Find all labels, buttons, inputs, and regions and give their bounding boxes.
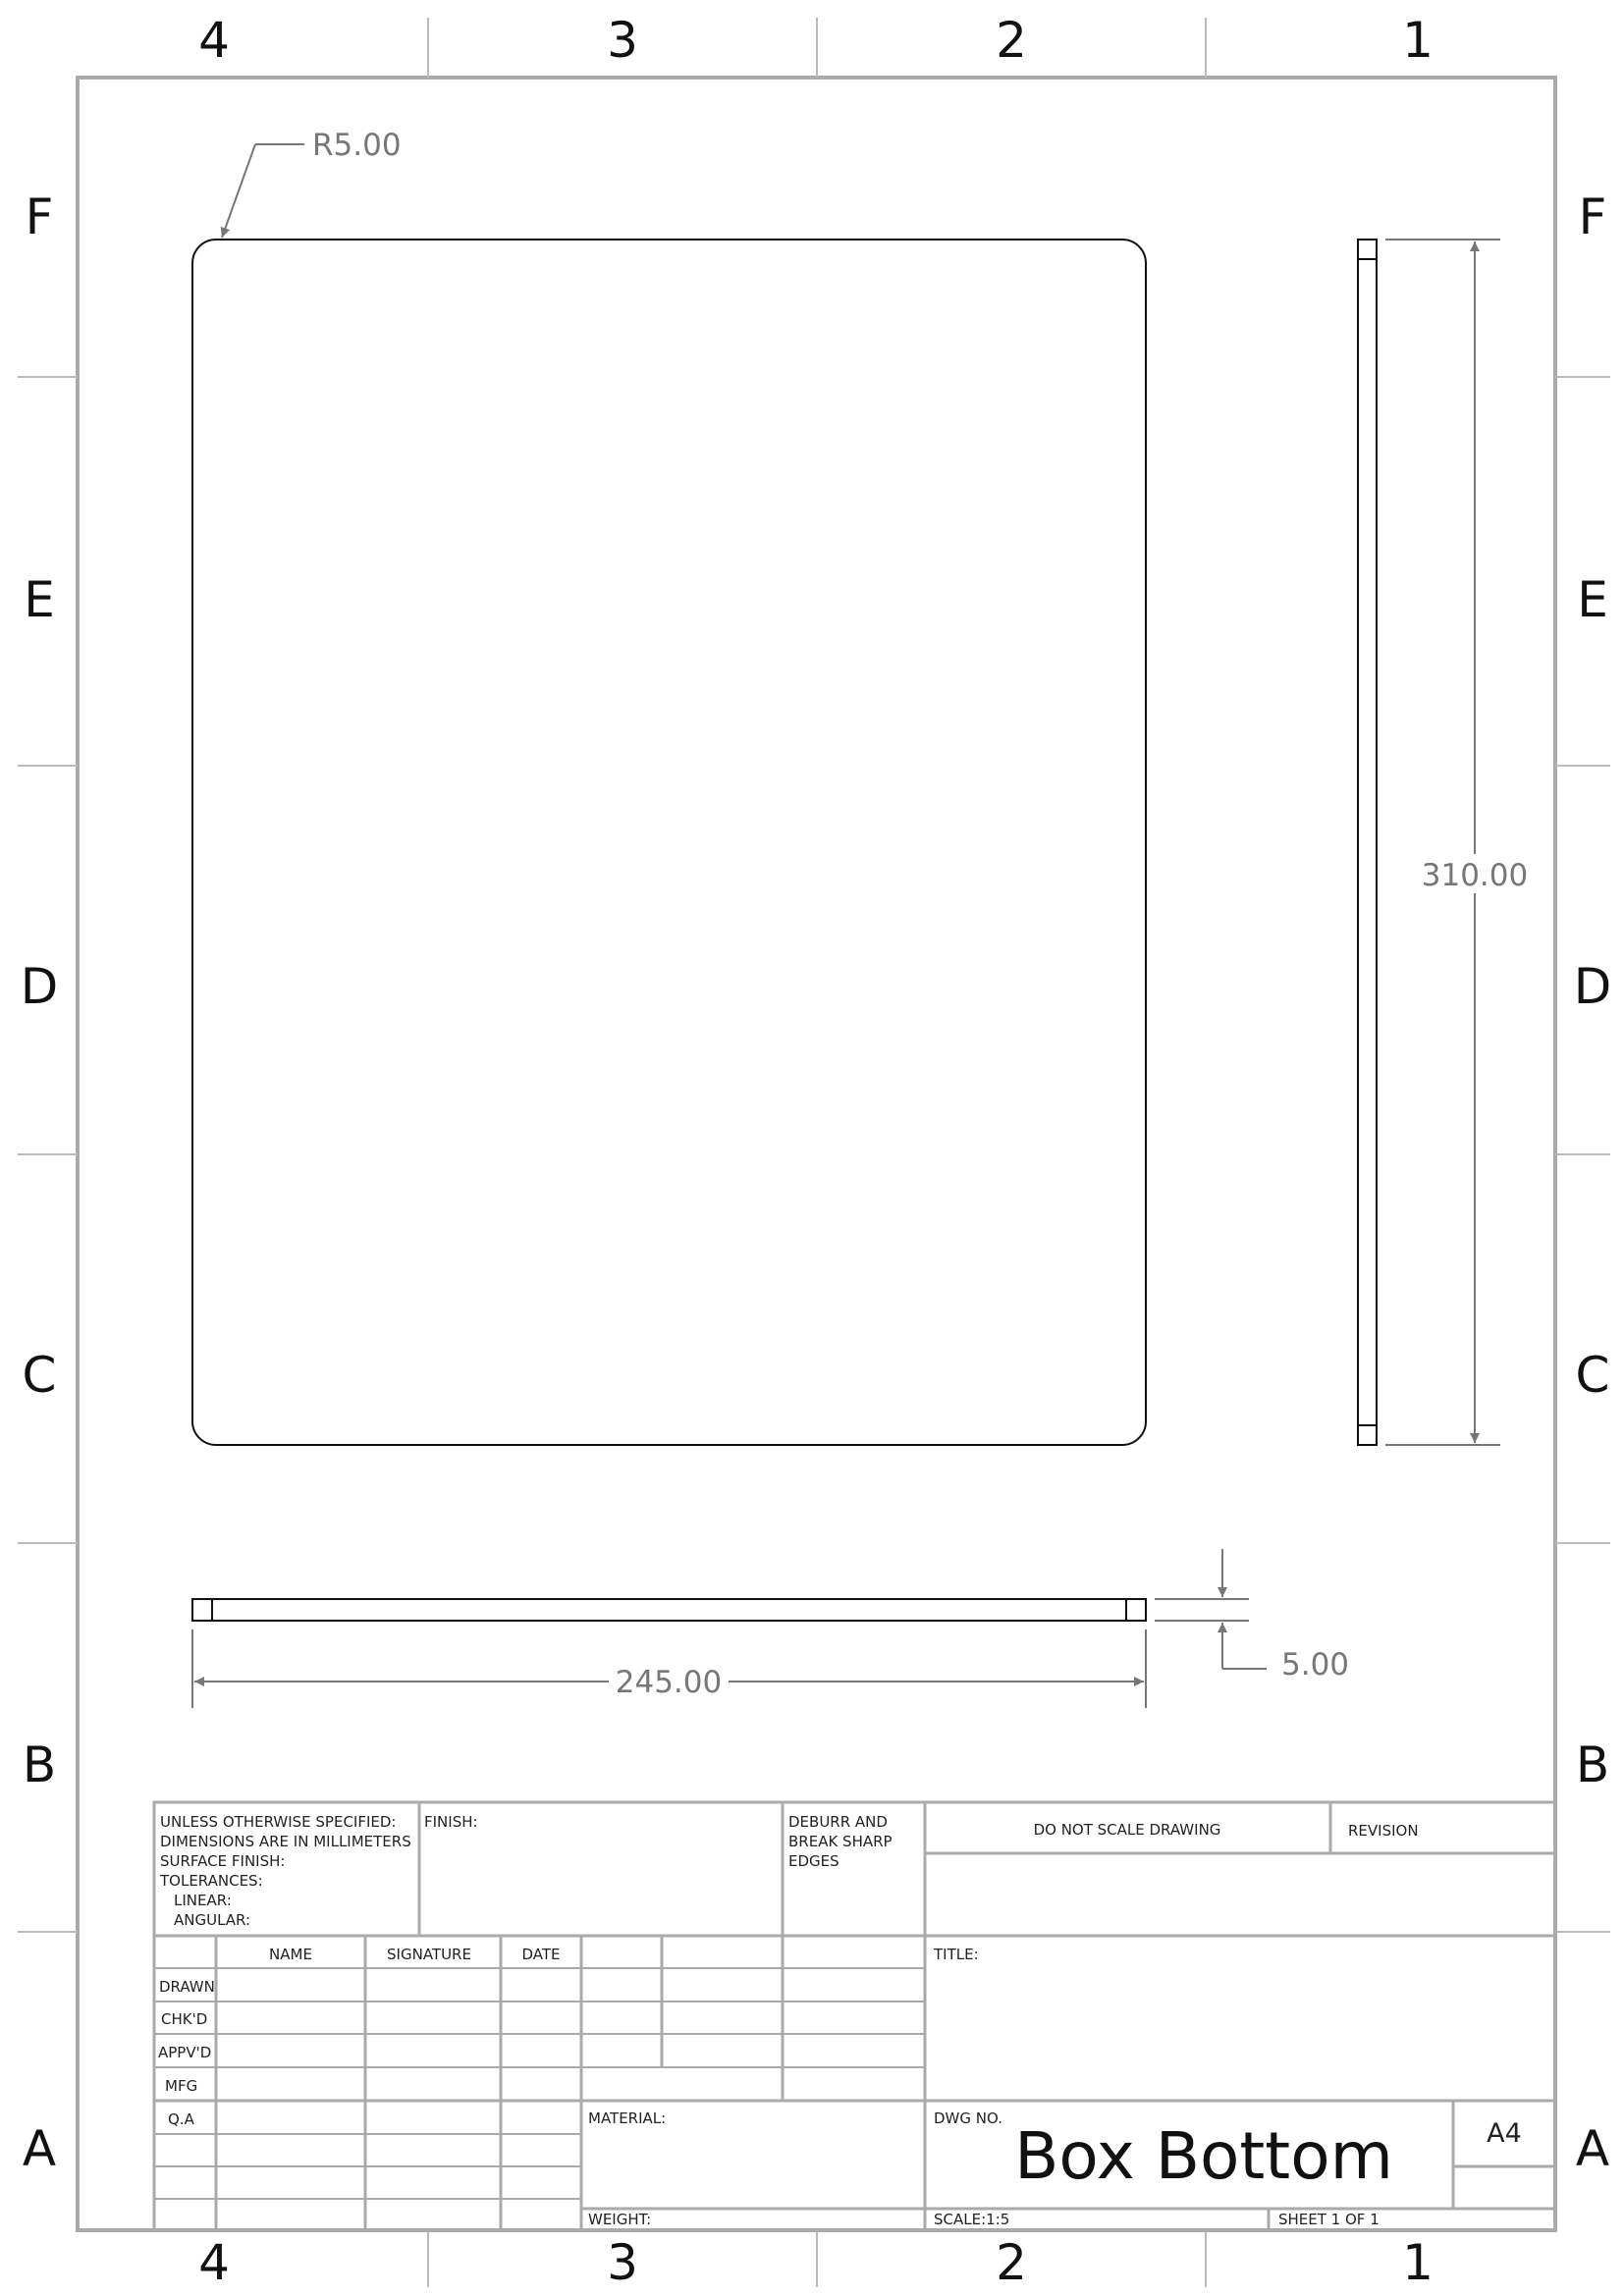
note-unless: UNLESS OTHERWISE SPECIFIED: <box>160 1813 397 1831</box>
header-name: NAME <box>269 1946 312 1963</box>
side-view <box>1358 240 1377 1445</box>
width-label: 245.00 <box>615 1665 723 1700</box>
role-checked: CHK'D <box>161 2010 208 2028</box>
row-label-right-a: A <box>1575 2120 1610 2177</box>
note-surface-finish: SURFACE FINISH: <box>160 1852 286 1870</box>
radius-callout <box>222 128 402 238</box>
material-label: MATERIAL: <box>588 2109 667 2127</box>
dwg-no-label: DWG NO. <box>934 2109 1002 2127</box>
row-label-right-c: C <box>1575 1347 1610 1404</box>
col-label-bottom-1: 1 <box>1402 2234 1434 2291</box>
deburr-line-2: BREAK SHARP <box>788 1833 893 1850</box>
deburr-line-1: DEBURR AND <box>788 1813 888 1831</box>
note-angular: ANGULAR: <box>174 1911 251 1929</box>
sheet-size: A4 <box>1487 2118 1522 2149</box>
role-mfg: MFG <box>165 2077 198 2095</box>
radius-label: R5.00 <box>312 128 402 163</box>
title-block <box>154 1802 1555 2230</box>
col-label-top-1: 1 <box>1402 12 1434 69</box>
thickness-dimension <box>1155 1549 1267 1669</box>
note-dimensions: DIMENSIONS ARE IN MILLIMETERS <box>160 1833 411 1850</box>
role-approved: APPV'D <box>158 2044 212 2061</box>
row-label-left-e: E <box>24 571 55 628</box>
note-tolerances: TOLERANCES: <box>160 1872 263 1890</box>
row-label-right-e: E <box>1577 571 1608 628</box>
row-label-right-b: B <box>1575 1736 1610 1793</box>
height-dimension <box>1385 240 1500 1445</box>
top-view <box>192 1599 1146 1621</box>
title-label: TITLE: <box>934 1946 979 1963</box>
col-label-bottom-4: 4 <box>198 2234 230 2291</box>
weight-label: WEIGHT: <box>588 2211 652 2228</box>
sheet-border <box>78 78 1555 2230</box>
row-label-left-b: B <box>22 1736 57 1793</box>
front-view <box>192 240 1146 1445</box>
zone-labels <box>21 12 1612 2291</box>
row-label-left-d: D <box>20 958 59 1015</box>
role-drawn: DRAWN <box>159 1978 215 1996</box>
header-signature: SIGNATURE <box>387 1946 471 1963</box>
header-date: DATE <box>521 1946 561 1963</box>
height-label: 310.00 <box>1421 858 1529 893</box>
role-qa: Q.A <box>168 2110 194 2128</box>
sheet-number: SHEET 1 OF 1 <box>1278 2211 1380 2228</box>
thickness-label: 5.00 <box>1281 1647 1350 1682</box>
drawing-title: Box Bottom <box>1014 2118 1393 2194</box>
row-label-left-f: F <box>25 188 54 245</box>
col-label-top-2: 2 <box>996 12 1027 69</box>
finish-label: FINISH: <box>424 1813 478 1831</box>
col-label-bottom-3: 3 <box>607 2234 638 2291</box>
do-not-scale-label: DO NOT SCALE DRAWING <box>1033 1821 1221 1839</box>
note-linear: LINEAR: <box>174 1892 232 1909</box>
row-label-right-f: F <box>1578 188 1607 245</box>
col-label-top-4: 4 <box>198 12 230 69</box>
scale-label: SCALE:1:5 <box>934 2211 1010 2228</box>
row-label-left-c: C <box>22 1347 57 1404</box>
deburr-line-3: EDGES <box>788 1852 839 1870</box>
col-label-top-3: 3 <box>607 12 638 69</box>
col-label-bottom-2: 2 <box>996 2234 1027 2291</box>
zone-ticks <box>18 18 1610 2287</box>
revision-label: REVISION <box>1348 1822 1419 1840</box>
row-label-left-a: A <box>22 2120 57 2177</box>
row-label-right-d: D <box>1573 958 1612 1015</box>
